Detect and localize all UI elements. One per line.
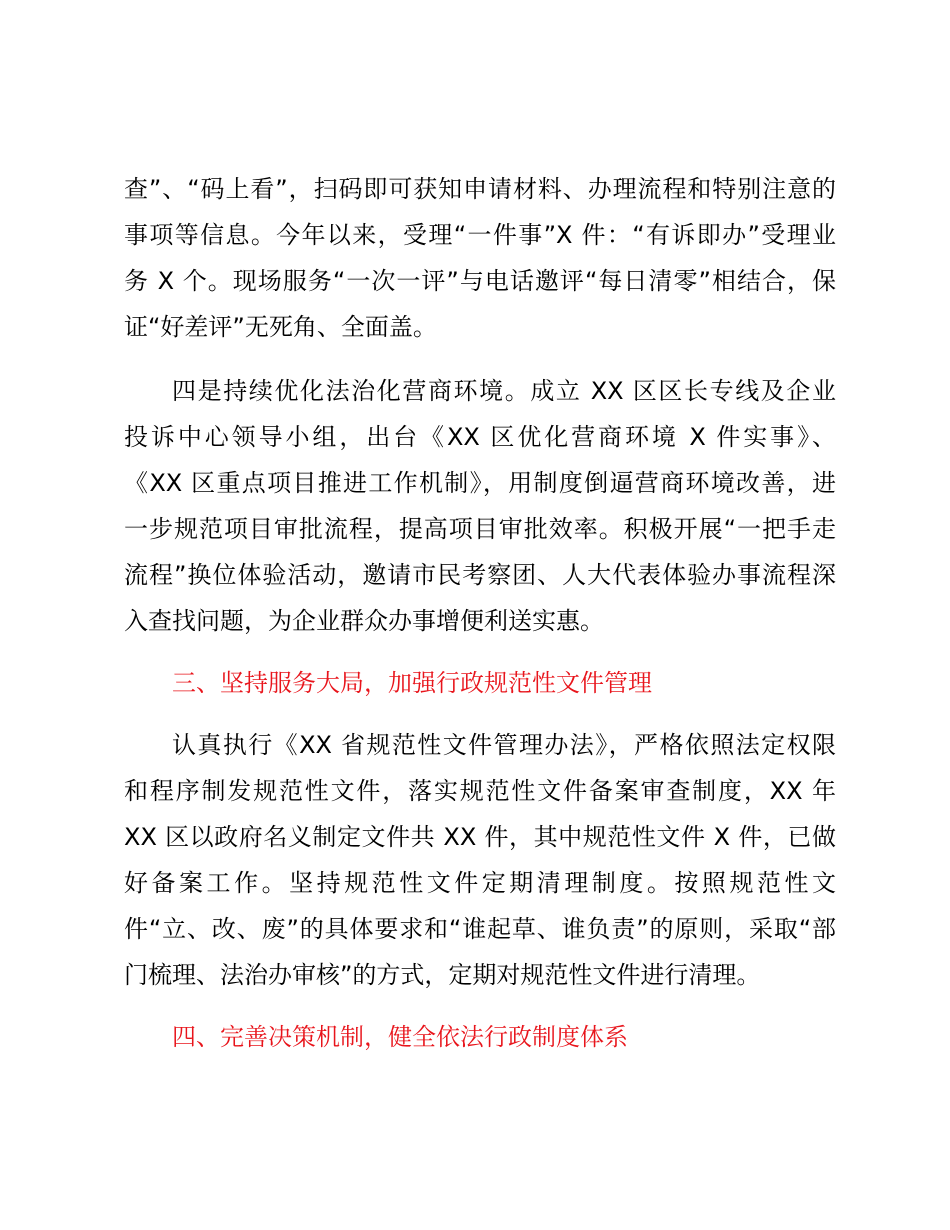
paragraph-3-line: 好备案工作。坚持规范性文件定期清理制度。按照规范性文 [124, 869, 836, 897]
paragraph-2-line: 投诉中心领导小组，出台《XX 区优化营商环境 X 件实事》、 [124, 423, 836, 451]
paragraph-2-line: 《XX 区重点项目推进工作机制》，用制度倒逼营商环境改善，进 [124, 469, 836, 497]
paragraph-2-line: 入查找问题，为企业群众办事增便利送实惠。 [124, 607, 604, 635]
paragraph-2-line: 流程”换位体验活动，邀请市民考察团、人大代表体验办事流程深 [124, 561, 836, 589]
paragraph-3-line: XX 区以政府名义制定文件共 XX 件，其中规范性文件 X 件，已做 [124, 823, 836, 851]
section-heading-4: 四、完善决策机制，健全依法行政制度体系 [172, 1023, 628, 1051]
paragraph-3 [124, 722, 836, 998]
document-page [124, 166, 836, 1060]
paragraph-3-line: 件“立、改、废”的具体要求和“谁起草、谁负责”的原则，采取“部 [124, 915, 836, 943]
paragraph-2 [124, 368, 836, 644]
paragraph-2-line: 四是持续优化法治化营商环境。成立 XX 区区长专线及企业 [172, 377, 836, 405]
paragraph-2-line: 一步规范项目审批流程，提高项目审批效率。积极开展“一把手走 [124, 515, 836, 543]
paragraph-1-line: 证“好差评”无死角、全面盖。 [124, 313, 437, 341]
paragraph-3-line: 认真执行《XX 省规范性文件管理办法》，严格依照法定权限 [172, 731, 836, 759]
paragraph-1-line: 事项等信息。今年以来，受理“一件事”X 件：“有诉即办”受理业 [124, 221, 836, 249]
paragraph-1-line: 务 X 个。现场服务“一次一评”与电话邀评“每日清零”相结合，保 [124, 267, 836, 295]
section-heading-3: 三、坚持服务大局，加强行政规范性文件管理 [172, 669, 652, 697]
paragraph-3-line: 和程序制发规范性文件，落实规范性文件备案审查制度，XX 年 [124, 777, 836, 805]
paragraph-3-line: 门梳理、法治办审核”的方式，定期对规范性文件进行清理。 [124, 961, 761, 989]
paragraph-1-line: 查”、“码上看”，扫码即可获知申请材料、办理流程和特别注意的 [124, 175, 836, 203]
paragraph-1 [124, 166, 836, 350]
